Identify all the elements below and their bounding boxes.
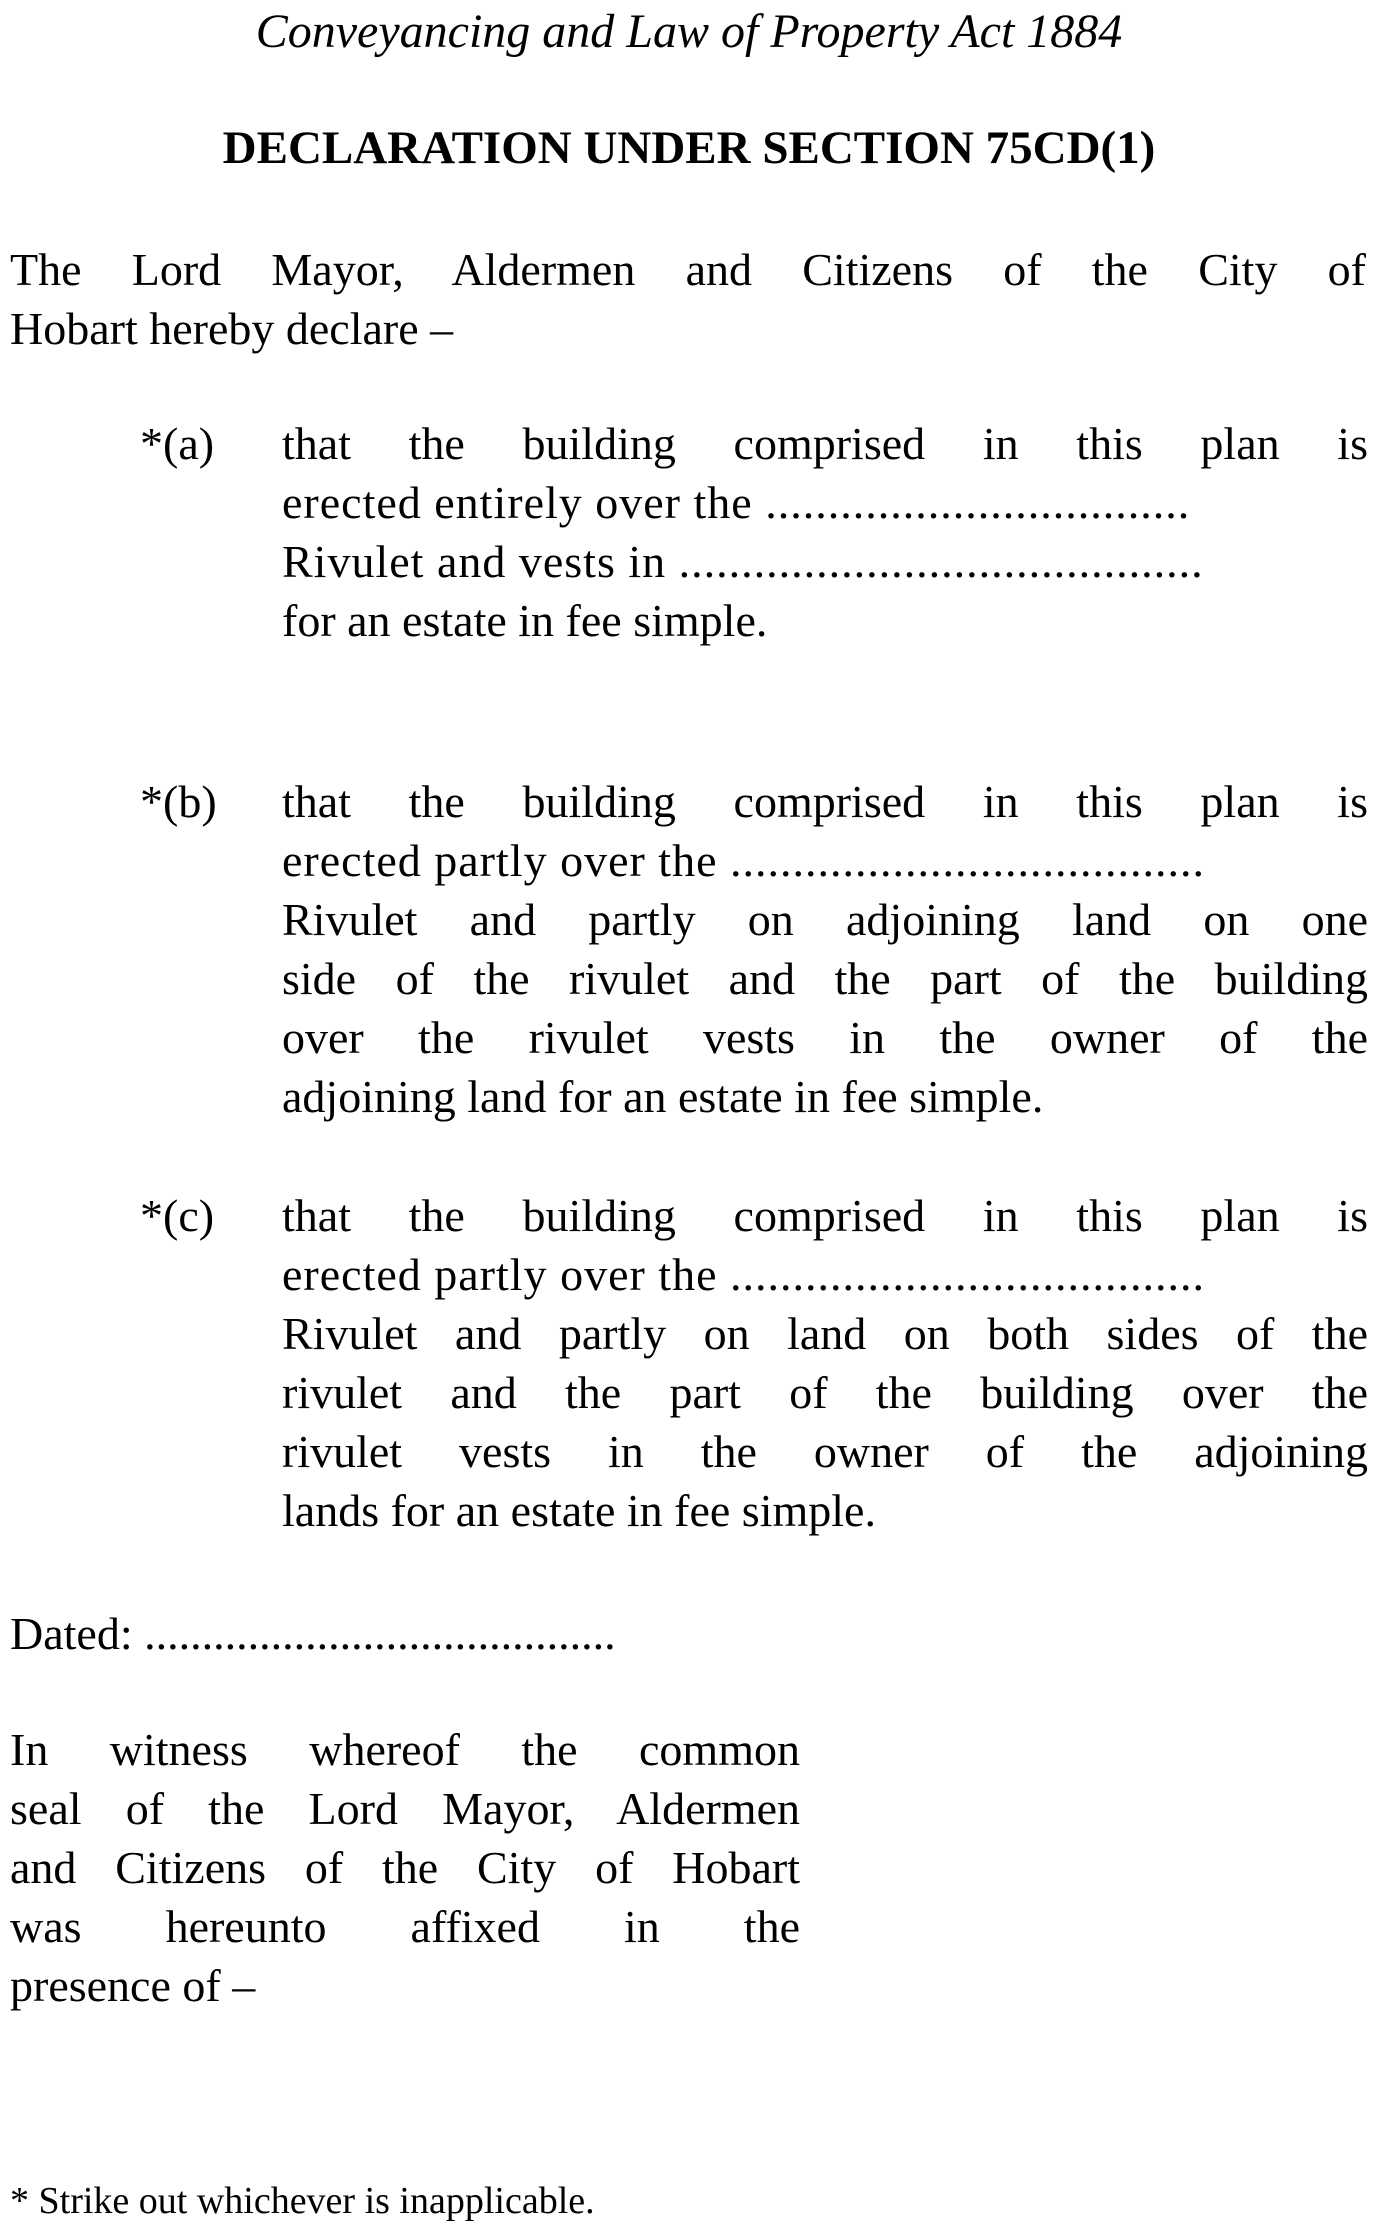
act-title: Conveyancing and Law of Property Act 1884 [255,5,1123,58]
clause-line: Rivulet and vests in .......................................... [282,536,1204,587]
clause-line: rivulet vests in the owner of the adjoining [282,1426,1368,1477]
clause-c-marker: *(c) [140,1190,215,1241]
witness-line: seal of the Lord Mayor, Aldermen [10,1783,800,1834]
witness-line: presence of – [10,1960,256,2011]
clause-line: rivulet and the part of the building over the [282,1367,1368,1418]
clause-line: over the rivulet vests in the owner of the [282,1012,1368,1063]
witness-line: and Citizens of the City of Hobart [10,1842,800,1893]
footnote: * Strike out whichever is inapplicable. [10,2180,595,2222]
clause-line: side of the rivulet and the part of the building [282,953,1368,1004]
clause-b-marker: *(b) [140,776,217,827]
clause-line: erected entirely over the .................................. [282,477,1191,528]
intro-line: Hobart hereby declare – [10,303,454,354]
clause-line: for an estate in fee simple. [282,595,768,646]
clause-line: erected partly over the ...................................... [282,1249,1205,1300]
clause-line: lands for an estate in fee simple. [282,1485,876,1536]
witness-clause [10,1720,800,2015]
clause-line: Rivulet and partly on land on both sides of the [282,1308,1368,1359]
dated-line: Dated: ......................................... [10,1608,616,1659]
witness-line: In witness whereof the common [10,1724,800,1775]
intro-paragraph [10,240,1366,358]
clause-line: that the building comprised in this plan is [282,776,1368,827]
clause-a-marker: *(a) [140,418,215,469]
intro-line: The Lord Mayor, Aldermen and Citizens of the City of [10,244,1366,295]
clause-b-text [282,772,1368,1126]
clause-line: erected partly over the ...................................... [282,835,1205,886]
clause-line: that the building comprised in this plan is [282,1190,1368,1241]
clause-line: Rivulet and partly on adjoining land on one [282,894,1368,945]
declaration-heading: DECLARATION UNDER SECTION 75CD(1) [222,122,1156,174]
clause-line: that the building comprised in this plan is [282,418,1368,469]
clause-line: adjoining land for an estate in fee simple. [282,1071,1044,1122]
clause-c-text [282,1186,1368,1540]
witness-line: was hereunto affixed in the [10,1901,800,1952]
clause-a-text [282,414,1368,650]
